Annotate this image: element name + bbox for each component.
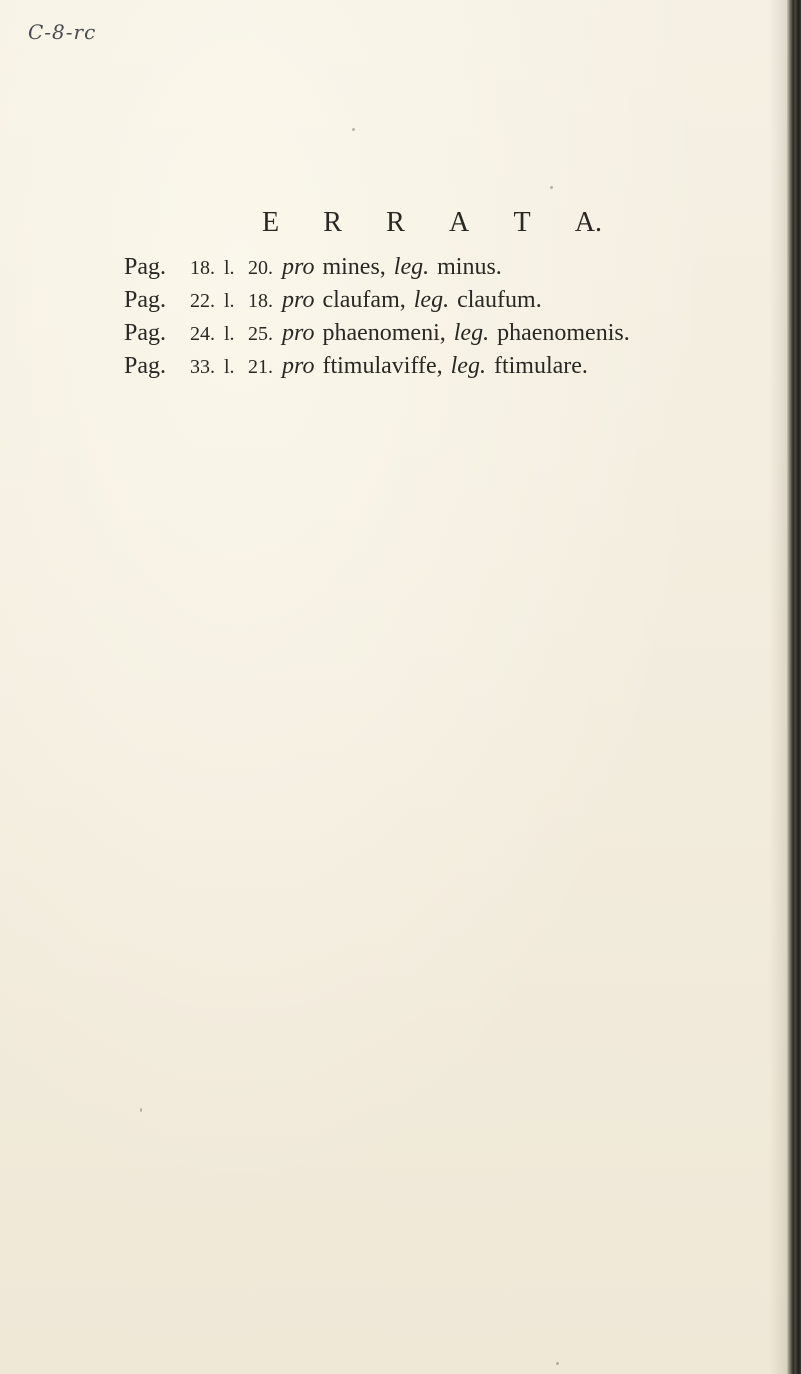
line-number: 21. (248, 356, 273, 378)
erroneous-reading: claufam, (322, 287, 406, 313)
pro-label: pro (282, 320, 315, 346)
line-number: 25. (248, 323, 273, 345)
corrected-reading: claufum. (457, 287, 542, 313)
handwritten-shelf-mark: C-8-rc (28, 20, 97, 44)
pro-label: pro (282, 254, 315, 280)
leg-label: leg. (450, 353, 486, 379)
paper-speck (556, 1362, 559, 1365)
corrected-reading: minus. (437, 254, 502, 280)
book-spine-edge (787, 0, 801, 1374)
page-gutter-shadow (769, 0, 787, 1374)
page-number: 18. (190, 257, 215, 279)
page-label: Pag. (124, 320, 166, 346)
leg-label: leg. (453, 320, 490, 346)
title-letter: R (323, 207, 342, 238)
paper-speck (352, 128, 355, 131)
line-label: l. (224, 290, 235, 312)
corrected-reading: phaenomenis. (497, 320, 630, 346)
line-number: 18. (248, 290, 273, 312)
paper-speck (140, 1108, 142, 1112)
page-label: Pag. (124, 254, 166, 280)
line-label: l. (224, 323, 235, 345)
leg-label: leg. (393, 254, 430, 280)
page-number: 33. (190, 356, 215, 378)
leg-label: leg. (413, 287, 450, 313)
page-number: 22. (190, 290, 215, 312)
page-label: Pag. (124, 353, 166, 379)
line-number: 20. (248, 257, 273, 279)
title-letter: T (513, 207, 531, 238)
erratum-entry (124, 353, 784, 383)
page-number: 24. (190, 323, 215, 345)
corrected-reading: ftimulare. (493, 353, 588, 379)
line-label: l. (224, 257, 235, 279)
erroneous-reading: phaenomeni, (322, 320, 446, 346)
line-label: l. (224, 356, 235, 378)
erratum-entry (124, 287, 784, 317)
erroneous-reading: ftimulaviffe, (322, 353, 443, 379)
errata-list (124, 254, 784, 383)
page-label: Pag. (124, 287, 166, 313)
erratum-entry (124, 320, 784, 350)
erratum-entry (124, 254, 784, 284)
pro-label: pro (282, 287, 315, 313)
pro-label: pro (282, 353, 315, 379)
title-letter: E (262, 207, 280, 238)
erroneous-reading: mines, (322, 254, 386, 280)
errata-title (262, 207, 602, 239)
title-letter: R (386, 207, 405, 238)
paper-speck (550, 186, 553, 189)
title-letter: A. (574, 207, 602, 238)
title-letter: A (449, 207, 470, 238)
